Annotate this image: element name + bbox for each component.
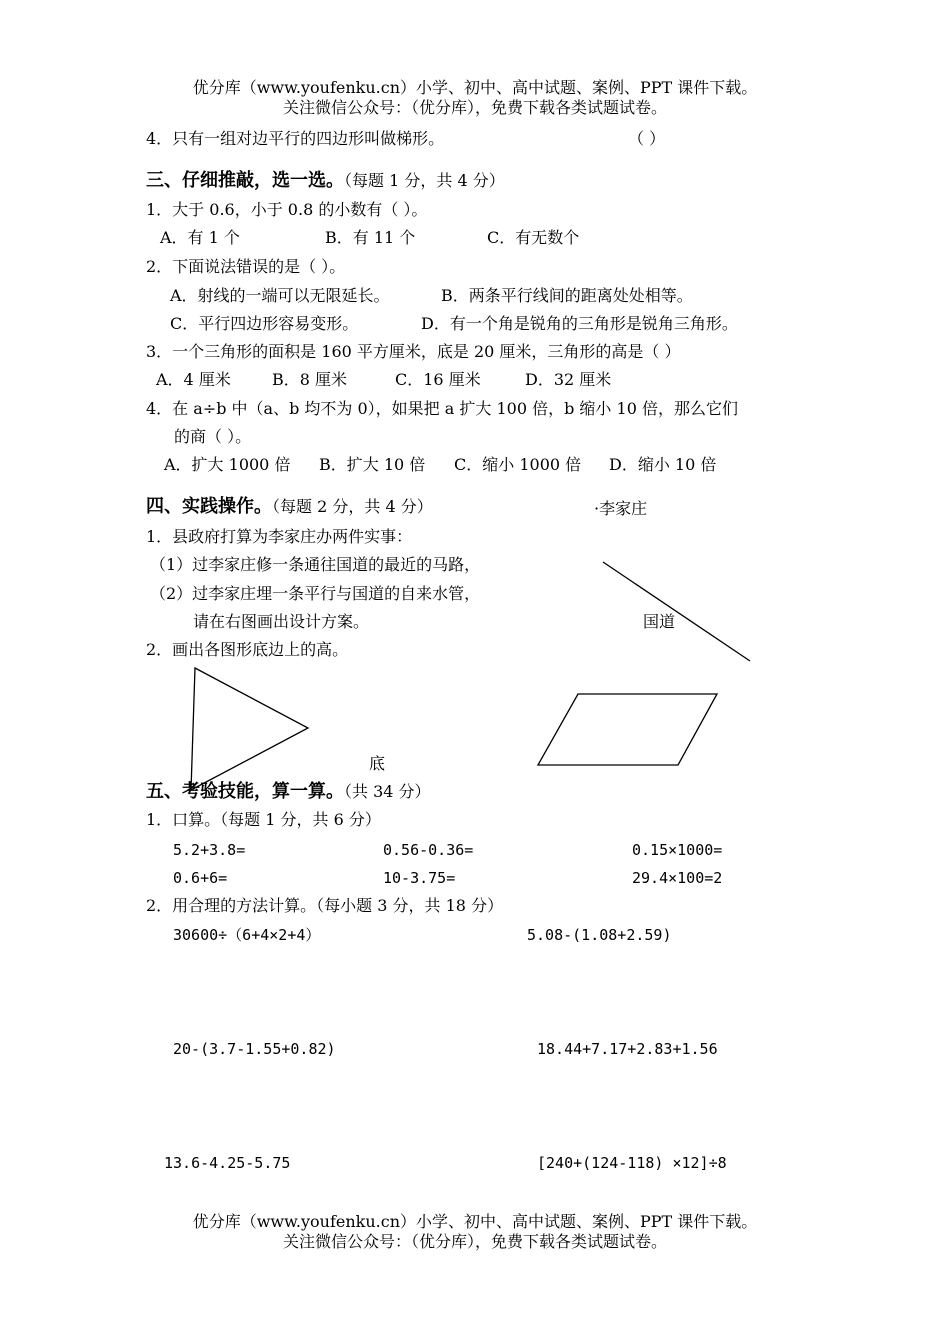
s3-q3-option-a: A．4 厘米 [156,370,231,389]
s5-question-1: 1．口算。（每题 1 分，共 6 分） [146,810,381,829]
section-3-points: （每题 1 分，共 4 分） [344,171,505,190]
calc-item: 13.6-4.25-5.75 [164,1154,291,1172]
calc-item: 30600÷（6+4×2+4） [173,926,321,944]
answer-paren: （ ） [628,129,666,148]
s3-question-4-line-2: 的商（ ）。 [174,427,252,446]
parallelogram-figure [538,694,717,765]
s3-q4-option-a: A．扩大 1000 倍 [164,455,291,474]
triangle-figure [191,668,308,790]
s3-q1-option-b: B．有 11 个 [325,228,416,247]
s3-q3-option-d: D．32 厘米 [525,370,612,389]
road-label: 国道 [643,612,676,631]
national-road-line [603,562,750,661]
s3-q4-option-d: D．缩小 10 倍 [609,455,717,474]
section-5-heading [146,782,431,802]
s3-q1-option-c: C．有无数个 [487,228,580,247]
s3-question-1: 1．大于 0.6，小于 0.8 的小数有（ ）。 [146,200,428,219]
s3-q2-option-b: B．两条平行线间的距离处处相等。 [441,286,693,305]
oral-item: 0.56-0.36= [383,841,474,859]
judge-question-4: 4．只有一组对边平行的四边形叫做梯形。 [146,129,445,148]
calc-item: 5.08-(1.08+2.59) [527,926,672,944]
oral-item: 0.6+6= [173,869,228,887]
section-5-title: 五、考验技能，算一算。 [146,781,344,802]
s4-q1-task-1: （1）过李家庄修一条通往国道的最近的马路， [150,555,481,574]
s4-q1-instruction: 请在右图画出设计方案。 [193,612,370,631]
s4-q1-task-2: （2）过李家庄埋一条平行与国道的自来水管， [150,584,481,603]
oral-item: 5.2+3.8= [173,841,246,859]
base-label: 底 [369,754,386,773]
s3-q3-option-c: C．16 厘米 [395,370,481,389]
oral-item: 29.4×100=2 [632,869,723,887]
s3-q4-option-c: C．缩小 1000 倍 [454,455,582,474]
calc-item: 20-(3.7-1.55+0.82) [173,1040,336,1058]
village-label: ·李家庄 [594,499,648,518]
header-line-2: 关注微信公众号：（优分库），免费下载各类试题试卷。 [282,98,667,117]
s3-q3-option-b: B．8 厘米 [272,370,348,389]
s3-q1-option-a: A．有 1 个 [160,228,240,247]
s3-q2-option-d: D．有一个角是锐角的三角形是锐角三角形。 [421,314,738,333]
s3-q4-option-b: B．扩大 10 倍 [319,455,426,474]
s3-q2-option-c: C．平行四边形容易变形。 [170,314,359,333]
calc-item: 18.44+7.17+2.83+1.56 [537,1040,718,1058]
s3-q2-option-a: A．射线的一端可以无限延长。 [170,286,390,305]
footer-line-2: 关注微信公众号：（优分库），免费下载各类试题试卷。 [282,1232,667,1251]
section-4-title: 四、实践操作。 [146,496,272,517]
oral-item: 10-3.75= [383,869,456,887]
s3-question-3: 3．一个三角形的面积是 160 平方厘米，底是 20 厘米，三角形的高是（ ） [146,342,681,361]
section-3-title: 三、仔细推敲，选一选。 [146,170,344,191]
s4-question-1: 1．县政府打算为李家庄办两件实事： [146,527,413,546]
header-line-1: 优分库（www.youfenku.cn）小学、初中、高中试题、案例、PPT 课件下载。 [192,78,758,97]
section-5-points: （共 34 分） [344,782,431,801]
s3-question-2: 2．下面说法错误的是（ ）。 [146,257,346,276]
section-4-points: （每题 2 分，共 4 分） [272,497,433,516]
s4-question-2: 2．画出各图形底边上的高。 [146,640,349,659]
oral-item: 0.15×1000= [632,841,723,859]
calc-item: [240+(124-118) ×12]÷8 [537,1154,727,1172]
s5-question-2: 2．用合理的方法计算。（每小题 3 分，共 18 分） [146,896,504,915]
s3-question-4-line-1: 4．在 a÷b 中（a、b 均不为 0），如果把 a 扩大 100 倍，b 缩小 10 倍，那么它们 [146,399,738,418]
footer-line-1: 优分库（www.youfenku.cn）小学、初中、高中试题、案例、PPT 课件下载。 [192,1212,758,1231]
